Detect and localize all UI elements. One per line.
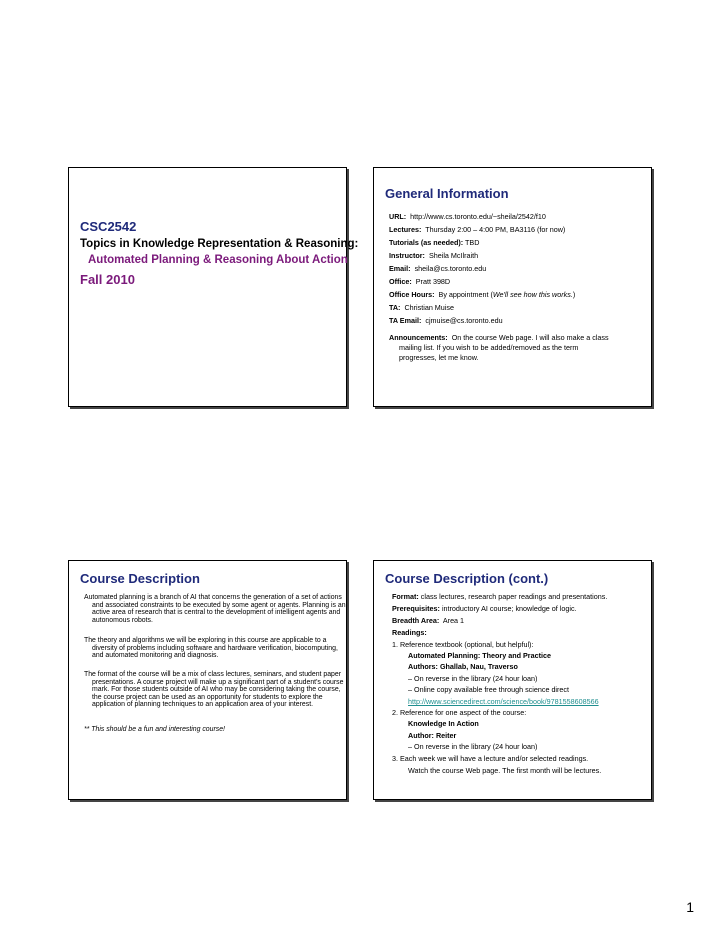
book-1-note-1: – On reverse in the library (24 hour loan) [408,674,538,683]
reading-item-3: 3. Each week we will have a lecture and/or selected readings. [392,754,589,763]
course-subtitle: Automated Planning & Reasoning About Action [88,254,348,266]
book-1-authors: Authors: Ghallab, Nau, Traverso [408,662,518,671]
format-line: Format: class lectures, research paper readings and presentations. [392,592,608,601]
email-line: Email: sheila@cs.toronto.edu [389,264,487,273]
ta-email-line: TA Email: cjmuise@cs.toronto.edu [389,316,503,325]
office-hours-line: Office Hours: By appointment (We'll see how this works.) [389,290,576,299]
slide-title [68,167,359,407]
announcements-line-3: progresses, let me know. [399,353,479,362]
book-2-note-1: – On reverse in the library (24 hour loan) [408,742,538,751]
breadth-line: Breadth Area: Area 1 [392,616,465,625]
slide-heading: General Information [385,186,509,201]
url-line: URL: http://www.cs.toronto.edu/~sheila/2542/f10 [389,212,546,221]
office-line: Office: Pratt 398D [389,277,451,286]
course-code: CSC2542 [80,219,137,234]
prerequisites-line: Prerequisites: introductory AI course; knowledge of logic. [392,604,577,613]
ta-line: TA: Christian Muise [389,303,454,312]
book-2-authors: Author: Reiter [408,731,457,740]
slide-course-description [68,560,347,800]
announcements-line: Announcements: On the course Web page. I will also make a class [389,333,609,342]
lectures-line: Lectures: Thursday 2:00 – 4:00 PM, BA3116 (for now) [389,225,566,234]
instructor-line: Instructor: Sheila McIlraith [389,251,479,260]
reading-item-2: 2. Reference for one aspect of the course: [392,708,527,717]
readings-label: Readings: [392,628,427,637]
tutorials-line: Tutorials (as needed): TBD [389,238,480,247]
slide-heading: Course Description [80,571,200,586]
slide-course-description-cont [373,560,652,800]
page-number: 1 [686,899,694,915]
description-note: ** This should be a fun and interesting course! [84,726,225,733]
course-topics: Topics in Knowledge Representation & Reasoning: [80,238,359,250]
description-paragraph-3: The format of the course will be a mix of class lectures, seminars, and student paper presentations. A course project will make up a significant part of a student's course mark. For those students outside of AI who may be considering taking the course, the course project can be used as an opportunity for students to explore the application of planning techniques to an application area of your interest. [84,671,344,709]
book-2-title: Knowledge In Action [408,719,479,728]
course-term: Fall 2010 [80,272,135,287]
announcements-line-2: mailing list. If you wish to be added/removed as the term [399,343,579,352]
book-1-link[interactable]: http://www.sciencedirect.com/science/book/9781558608566 [408,697,599,706]
description-paragraph-1: Automated planning is a branch of AI that concerns the generation of a set of actions and associated constraints to be executed by some agent or agents. Planning is an active area of research that is central to the development of intelligent agents and autonomous robots. [84,594,346,624]
book-1-title: Automated Planning: Theory and Practice [408,651,551,660]
slide-general-information [373,167,652,407]
reading-item-3-cont: Watch the course Web page. The first month will be lectures. [408,766,602,775]
slide-heading: Course Description (cont.) [385,571,549,586]
description-paragraph-2: The theory and algorithms we will be exploring in this course are applicable to a diversity of problems including software and hardware verification, biocomputing, and automated monitoring and diagnosis. [84,637,338,660]
reading-item-1: 1. Reference textbook (optional, but helpful): [392,640,534,649]
book-1-note-2: – Online copy available free through science direct [408,685,570,694]
